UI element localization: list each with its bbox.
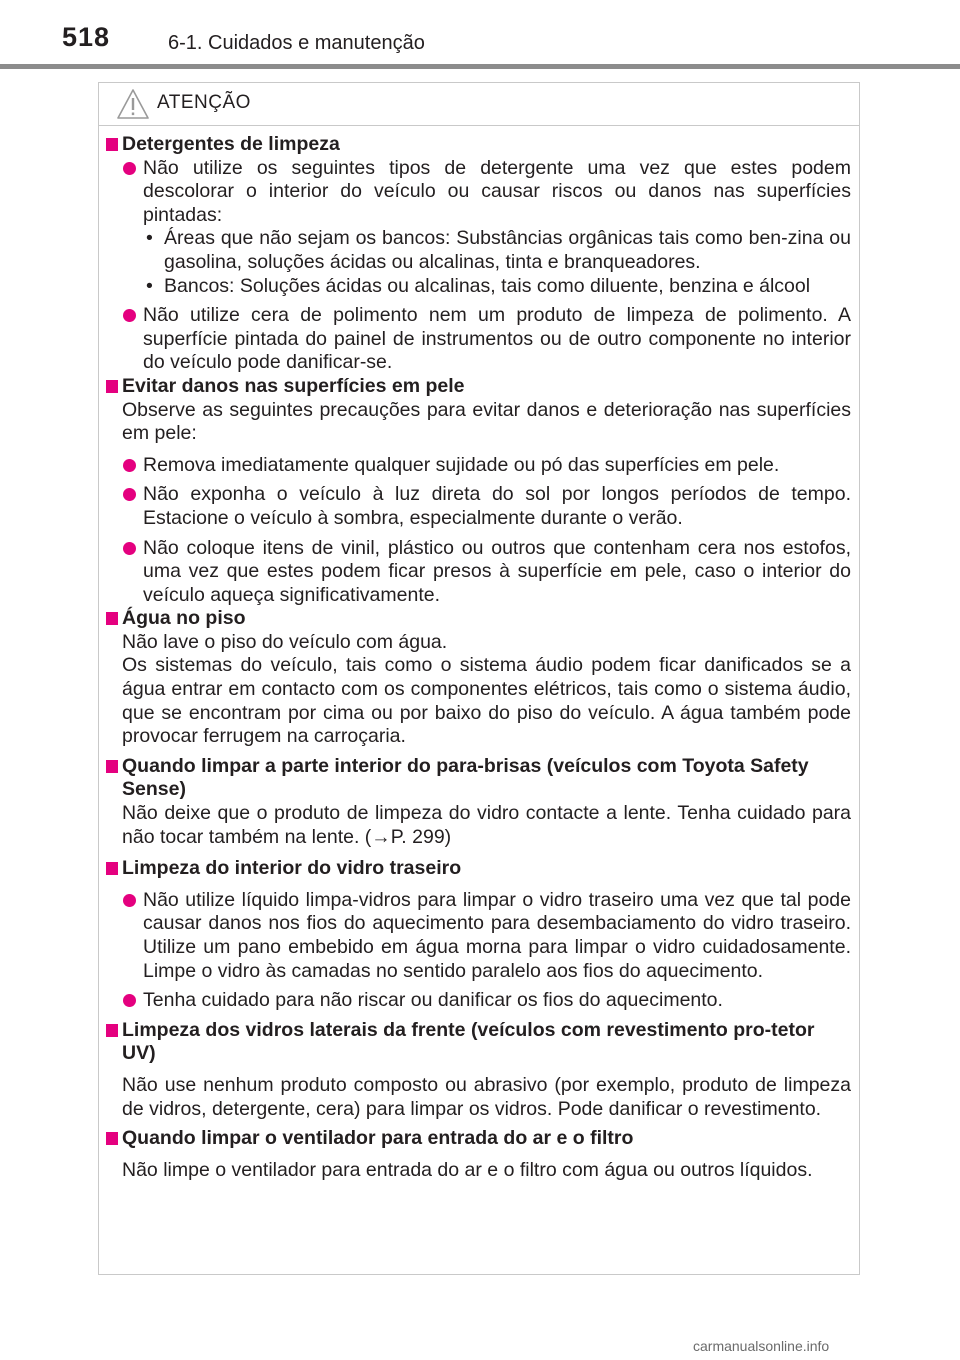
circle-bullet-icon [123,894,136,907]
section-heading: Limpeza do interior do vidro traseiro [122,857,462,880]
page-number: 518 [62,22,111,52]
warning-label: ATENÇÃO [157,92,251,113]
square-bullet-icon [106,862,118,875]
section-heading: Quando limpar o ventilador para entrada do ar e o filtro [122,1127,634,1150]
paragraph: Os sistemas do veículo, tais como o sistema áudio podem ficar danificados se a água entrar em contacto com os componentes elétricos, tais como o sistema áudio, que se encontram por cima ou por baixo do piso do veículo. A água também pode provocar ferrugem na carroçaria. [122,654,851,748]
paragraph: Não deixe que o produto de limpeza do vidro contacte a lente. Tenha cuidado para não tocar também na lente. (→P. 299) [122,802,851,848]
bullet-text: Não coloque itens de vinil, plástico ou outros que contenham cera nos estofos, uma vez que estes podem ficar presos à superfície em pele, caso o interior do veículo aqueça significativamente. [143,536,851,606]
warning-header [99,83,859,126]
circle-bullet-icon [123,994,136,1007]
circle-bullet-icon [123,162,136,175]
circle-bullet-icon [123,488,136,501]
bullet-text: Não utilize os seguintes tipos de detergente uma vez que estes podem descolorar o interior do veículo ou causar riscos ou danos nas superfícies pintadas: [143,156,851,226]
section-heading: Água no piso [122,607,246,630]
bullet-text: Não utilize líquido limpa-vidros para limpar o vidro traseiro uma vez que tal pode causar danos nos fios do aquecimento para desembaciamento do vidro traseiro. Utilize um pano embebido em água morna para limpar o vidro cuidadosamente. Limpe o vidro às camadas no sentido paralelo aos fios do aquecimento. [143,888,851,982]
list-item [106,483,851,530]
square-bullet-icon [106,760,118,773]
dot-bullet-icon: • [146,227,153,250]
section-detergentes [106,133,851,157]
list-item [106,157,851,299]
header-rule [0,64,960,69]
sub-list-item [143,227,851,274]
sub-list [143,227,851,298]
bullet-text: Tenha cuidado para não riscar ou danificar os fios do aquecimento. [143,989,723,1012]
section-heading: Quando limpar a parte interior do para-brisas (veículos com Toyota Safety Sense) [122,754,809,801]
sub-item-text: Áreas que não sejam os bancos: Substâncias orgânicas tais como ben-zina ou gasolina, soluções ácidas ou alcalinas, tinta e branqueadores. [164,227,851,273]
sub-item-text: Bancos: Soluções ácidas ou alcalinas, tais como diluente, benzina e álcool [164,274,811,297]
paragraph: Não limpe o ventilador para entrada do ar e o filtro com água ou outros líquidos. [122,1158,813,1181]
square-bullet-icon [106,1024,118,1037]
list-item [106,304,851,375]
circle-bullet-icon [123,459,136,472]
section-heading: Limpeza dos vidros laterais da frente (veículos com revestimento pro-tetor UV) [122,1018,815,1065]
sub-list-item [143,275,851,299]
circle-bullet-icon [123,309,136,322]
section-heading: Evitar danos nas superfícies em pele [122,374,465,397]
bullet-text: Remova imediatamente qualquer sujidade ou pó das superfícies em pele. [143,453,780,476]
section-title: 6-1. Cuidados e manutenção [168,32,425,54]
list-item [106,989,851,1013]
square-bullet-icon [106,138,118,151]
paragraph: Não use nenhum produto composto ou abrasivo (por exemplo, produto de limpeza de vidros, detergente, cera) para limpar os vidros. Pode danificar o revestimento. [122,1073,851,1120]
list-item [106,537,851,608]
section-agua [106,607,851,631]
square-bullet-icon [106,380,118,393]
section-ventilador [106,1127,851,1151]
watermark: carmanualsonline.info [693,1338,830,1354]
page-header [0,0,960,70]
section-laterais [106,1019,851,1066]
section-traseiro [106,857,851,881]
list-item [106,454,851,478]
warning-content [99,127,858,1182]
circle-bullet-icon [123,542,136,555]
square-bullet-icon [106,1132,118,1145]
bullet-text: Não utilize cera de polimento nem um produto de limpeza de polimento. A superfície pintada do painel de instrumentos ou de outro componente no interior do veículo pode danificar-se. [143,304,851,374]
warning-box [98,82,860,1275]
section-parabrisas [106,755,851,802]
section-heading: Detergentes de limpeza [122,133,340,155]
square-bullet-icon [106,612,118,625]
paragraph: Observe as seguintes precauções para evitar danos e deterioração nas superfícies em pele: [122,398,851,445]
paragraph: Não lave o piso do veículo com água. [122,630,448,653]
section-pele [106,375,851,399]
warning-triangle-icon [116,88,150,120]
bullet-text: Não exponha o veículo à luz direta do sol por longos períodos de tempo. Estacione o veículo à sombra, especialmente durante o verão. [143,483,851,529]
list-item [106,889,851,983]
dot-bullet-icon: • [146,274,153,297]
